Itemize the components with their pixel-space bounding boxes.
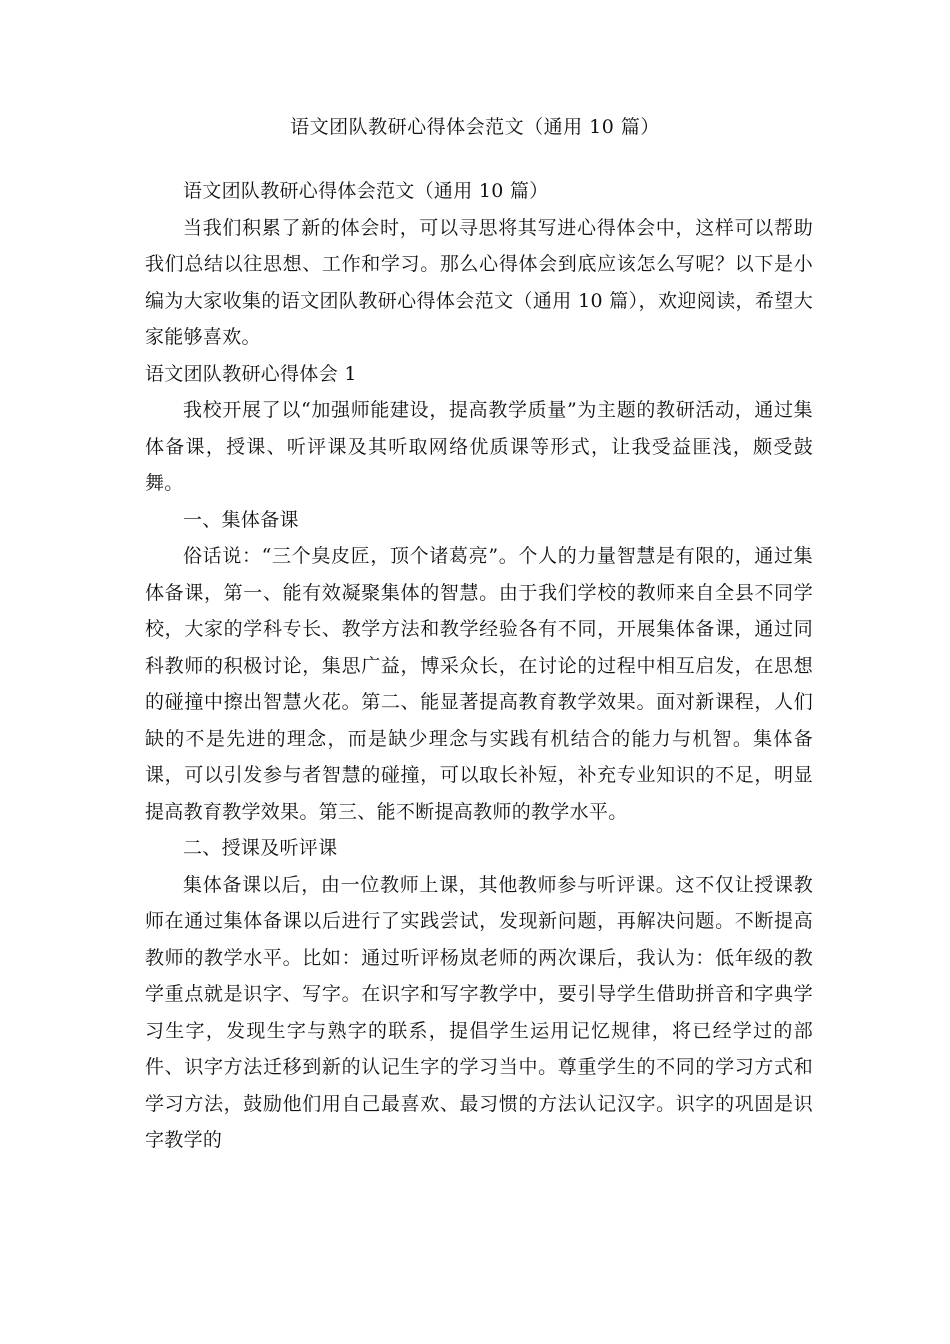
section-paragraph-5: 俗话说：“三个臭皮匠，顶个诸葛亮”。个人的力量智慧是有限的，通过集体备课，第一、能有效凝聚集体的智慧。由于我们学校的教师来自全县不同学校，大家的学科专长、教学方法和教学经验各有不同，开展集体备课，通过同科教师的积极讨论，集思广益，博采众长，在讨论的过程中相互启发，在思想的碰撞中擦出智慧火花。第二、能显著提高教育教学效果。面对新课程，人们缺的不是先进的理念，而是缺少理念与实践有机结合的能力与机智。集体备课，可以引发参与者智慧的碰撞，可以取长补短，补充专业知识的不足，明显提高教育教学效果。第三、能不断提高教师的教学水平。 bbox=[145, 545, 813, 823]
section-paragraph-7: 集体备课以后，由一位教师上课，其他教师参与听评课。这不仅让授课教师在通过集体备课以后进行了实践尝试，发现新问题，再解决问题。不断提高教师的教学水平。比如：通过听评杨岚老师的两次课后，我认为：低年级的教学重点就是识字、写字。在识字和写字教学中，要引导学生借助拼音和字典学习生字，发现生字与熟字的联系，提倡学生运用记忆规律，将已经学过的部件、识字方法迁移到新的认记生字的学习当中。尊重学生的不同的学习方式和学习方法，鼓励他们用自己最喜欢、最习惯的方法认记汉字。识字的巩固是识字教学的 bbox=[145, 873, 813, 1151]
intro-title-repeat-0: 语文团队教研心得体会范文（通用 10 篇） bbox=[183, 180, 549, 202]
section-paragraph-3: 我校开展了以“加强师能建设，提高教学质量”为主题的教研活动，通过集体备课，授课、听评课及其听取网络优质课等形式，让我受益匪浅，颇受鼓舞。 bbox=[145, 399, 813, 494]
document-title: 语文团队教研心得体会范文（通用 10 篇） bbox=[290, 116, 660, 138]
section-heading-2: 语文团队教研心得体会 1 bbox=[145, 362, 357, 385]
subheading-4: 一、集体备课 bbox=[183, 508, 299, 531]
subheading-6: 二、授课及听评课 bbox=[183, 837, 338, 859]
document-body bbox=[145, 173, 813, 1159]
intro-paragraph-1: 当我们积累了新的体会时，可以寻思将其写进心得体会中，这样可以帮助我们总结以往思想、工作和学习。那么心得体会到底应该怎么写呢？以下是小编为大家收集的语文团队教研心得体会范文（通用 10 篇），欢迎阅读，希望大家能够喜欢。 bbox=[145, 216, 813, 348]
